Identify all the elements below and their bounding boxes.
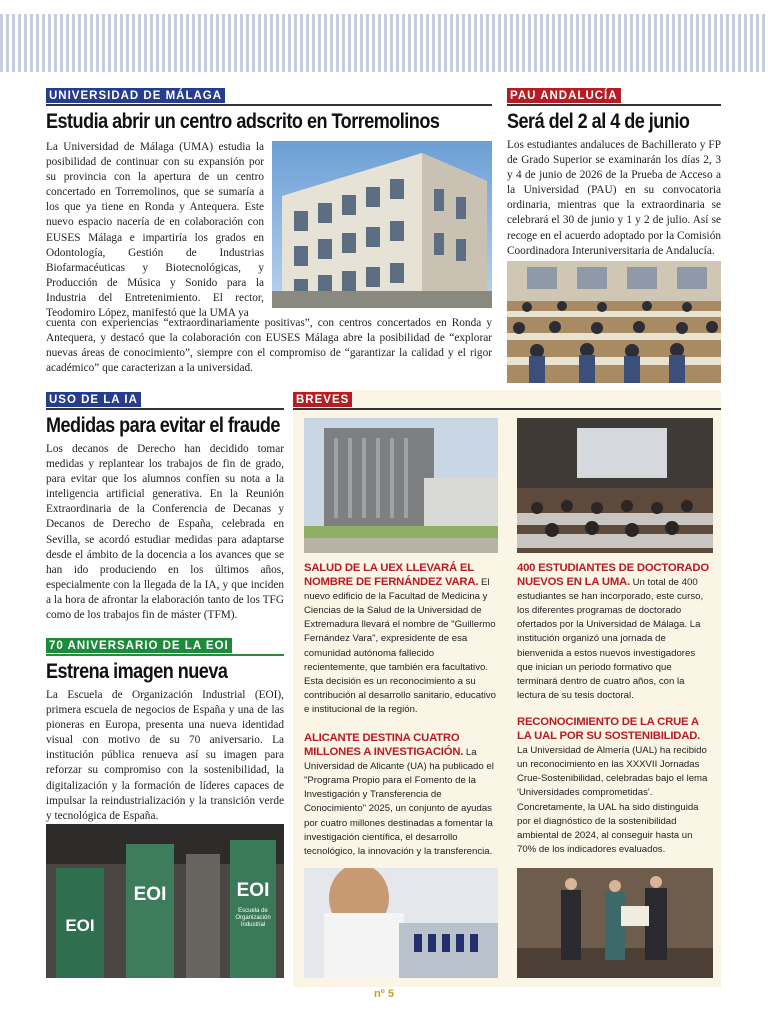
headline-uma: Estudia abrir un centro adscrito en Torremolinos [46,110,440,133]
brief-title-uex: SALUD DE LA UEX LLEVARÁ EL NOMBRE DE FERNÁNDEZ VARA. [304,562,479,589]
article-uma [46,86,492,134]
photo-phd-auditorium [517,418,713,553]
photo-eoi-banners [46,824,284,978]
section-rule [46,654,284,656]
eoi-banner-logo-1: EOI [65,916,95,935]
section-rule [46,408,284,410]
eoi-banner-logo-2: EOI [133,884,167,905]
brief-text-alicante: La Universidad de Alicante (UA) ha publicado el "Programa Propio para el Fomento de la Investigación y Transferencia de Conocimiento" 2025, un conjunto de ayudas por cuatro millones destinadas a fomentar la investigación científica, el desarrollo tecnológico, la innovación y la transferencia. [304,747,494,857]
photo-lab-research [304,868,498,978]
photo-exam-hall [507,261,721,383]
body-ia: Los decanos de Derecho han decidido tomar medidas y replantear los trabajos de fin de grado, para evitar que los alumnos confíen su nota a la inteligencia artificial generativa. En la Reunión Extraordinaria de la Conferencia de Decanas y Decanos de Derecho de España, celebrada en Sevilla, se acordó estudiar medidas para adaptarse desde el ámbito de la docencia a los avances que se han ido produciendo en los últimos años, especialmente con la llegada de la IA, y que inciden a la hora de afrontar la elaboración tanto de los TFG como de los trabajos fin de máster (TFM). [46,443,284,622]
brief-text-uma: Un total de 400 estudiantes se han incorporado, este curso, los diferentes programas de doctorado ofertados por la Universidad de Málaga. La institución organizó una jornada de bienvenida a estos nuevos investigadores que inician un periodo formativo que terminará dentro de cuatro años, con la lectura de su tesis doctoral. [517,577,704,701]
brief-text-uex: El nuevo edificio de la Facultad de Medicina y Ciencias de la Salud de la Universidad de Extremadura llevará el nombre de "Guillermo Fernández Vara", expresidente de esa comunidad autónoma fallecido recientemente, que también era facultativo. Esta decisión es un reconocimiento a su contribución al desarrollo sanitario, educativo e institucional de la región. [304,577,496,715]
brief-item-uex [304,562,500,717]
body-uma-continued: cuenta con experiencias “extraordinariamente positivas”, con centros concertados en Ronda y Antequera, y destacó que la colaboración con EUSES Málaga abre la posibilidad de “explorar nuevas áreas de conocimiento”, siempre con el compromiso de “garantizar la calidad y el rigor académico” que caracterizan a la universidad. [46,317,492,375]
section-label-uma: UNIVERSIDAD DE MÁLAGA [46,88,225,103]
brief-title-uma: 400 ESTUDIANTES DE DOCTORADO NUEVOS EN LA UMA. [517,562,709,589]
page-number: nº 5 [374,988,394,1000]
section-rule [46,104,492,106]
section-rule [293,408,721,410]
body-uma: La Universidad de Málaga (UMA) estudia la posibilidad de continuar con su expansión por su provincia con la apertura de un centro concertado en Torremolinos, que se sumaría a los que ya tiene en Ronda y Antequera. Este nuevo espacio nacería de en colaboración con EUSES Málaga e impartiría los grados en Odontología, Gestión de Industrias Biofarmacéuticas y Biotecnológicas, y Producción de Música y Sonido para la Industria del Entretenimiento. El rector, Teodomiro López, manifestó que la UMA ya [46,141,264,320]
section-label-breves: BREVES [293,392,352,407]
headline-ia: Medidas para evitar el fraude [46,414,280,437]
photo-crue-award [517,868,713,978]
section-label-pau: PAU ANDALUCÍA [507,88,621,103]
section-label-eoi: 70 ANIVERSARIO DE LA EOI [46,638,232,653]
photo-uma-building [272,141,492,308]
brief-text-ual: La Universidad de Almería (UAL) ha recibido un reconocimiento en las XXXVII Jornadas Crue-Sostenibilidad, celebradas bajo el lema 'Universidades comprometidas'. Concretamente, la UAL ha sido distinguida por el diagnóstico de la sostenibilidad ambiental de 2024, al conseguir hasta un 70% de los indicadores evaluados. [517,745,708,855]
eoi-banner-logo-3: EOI [236,880,270,901]
body-eoi: La Escuela de Organización Industrial (EOI), primera escuela de negocios de España y una de las pioneras en Europa, presenta una nueva identidad visual con motivo de su 70 aniversario. La institución pública renueva así su imagen para reforzar su compromiso con la sostenibilidad, la digitalización y la formación de líderes capaces de impulsar la reindustrialización y la transición verde y tecnológica de España. [46,689,284,822]
eoi-banner-caption: Escuela de Organización Industrial [235,908,271,928]
brief-title-alicante: ALICANTE DESTINA CUATRO MILLONES A INVESTIGACIÓN. [304,732,464,759]
photo-uex-building [304,418,498,553]
section-label-ia: USO DE LA IA [46,392,141,407]
brief-item-ual [517,716,713,857]
brief-item-uma-doctorado [517,562,713,703]
article-pau [507,86,721,259]
headline-eoi: Estrena imagen nueva [46,660,228,683]
brief-title-ual: RECONOCIMIENTO DE LA CRUE A LA UAL POR SU SOSTENIBILIDAD. [517,716,701,743]
header-stripe-band [0,14,768,72]
headline-pau: Será del 2 al 4 de junio [507,110,690,133]
article-ia [46,390,284,623]
section-rule [507,104,721,106]
body-pau: Los estudiantes andaluces de Bachillerato y FP de Grado Superior se examinarán los días 2, 3 y 4 de junio de 2026 de la Prueba de Acceso a la Universidad (PAU) en su convocatoria ordinaria, mientras que la extraordinaria se celebrará el 30 de junio y 1 y 2 de julio. Así se recoge en el acuerdo adoptado por la Comisión Coordinadora Interuniversitaria de Andalucía. [507,139,721,257]
article-eoi [46,636,284,824]
brief-item-alicante [304,732,500,859]
